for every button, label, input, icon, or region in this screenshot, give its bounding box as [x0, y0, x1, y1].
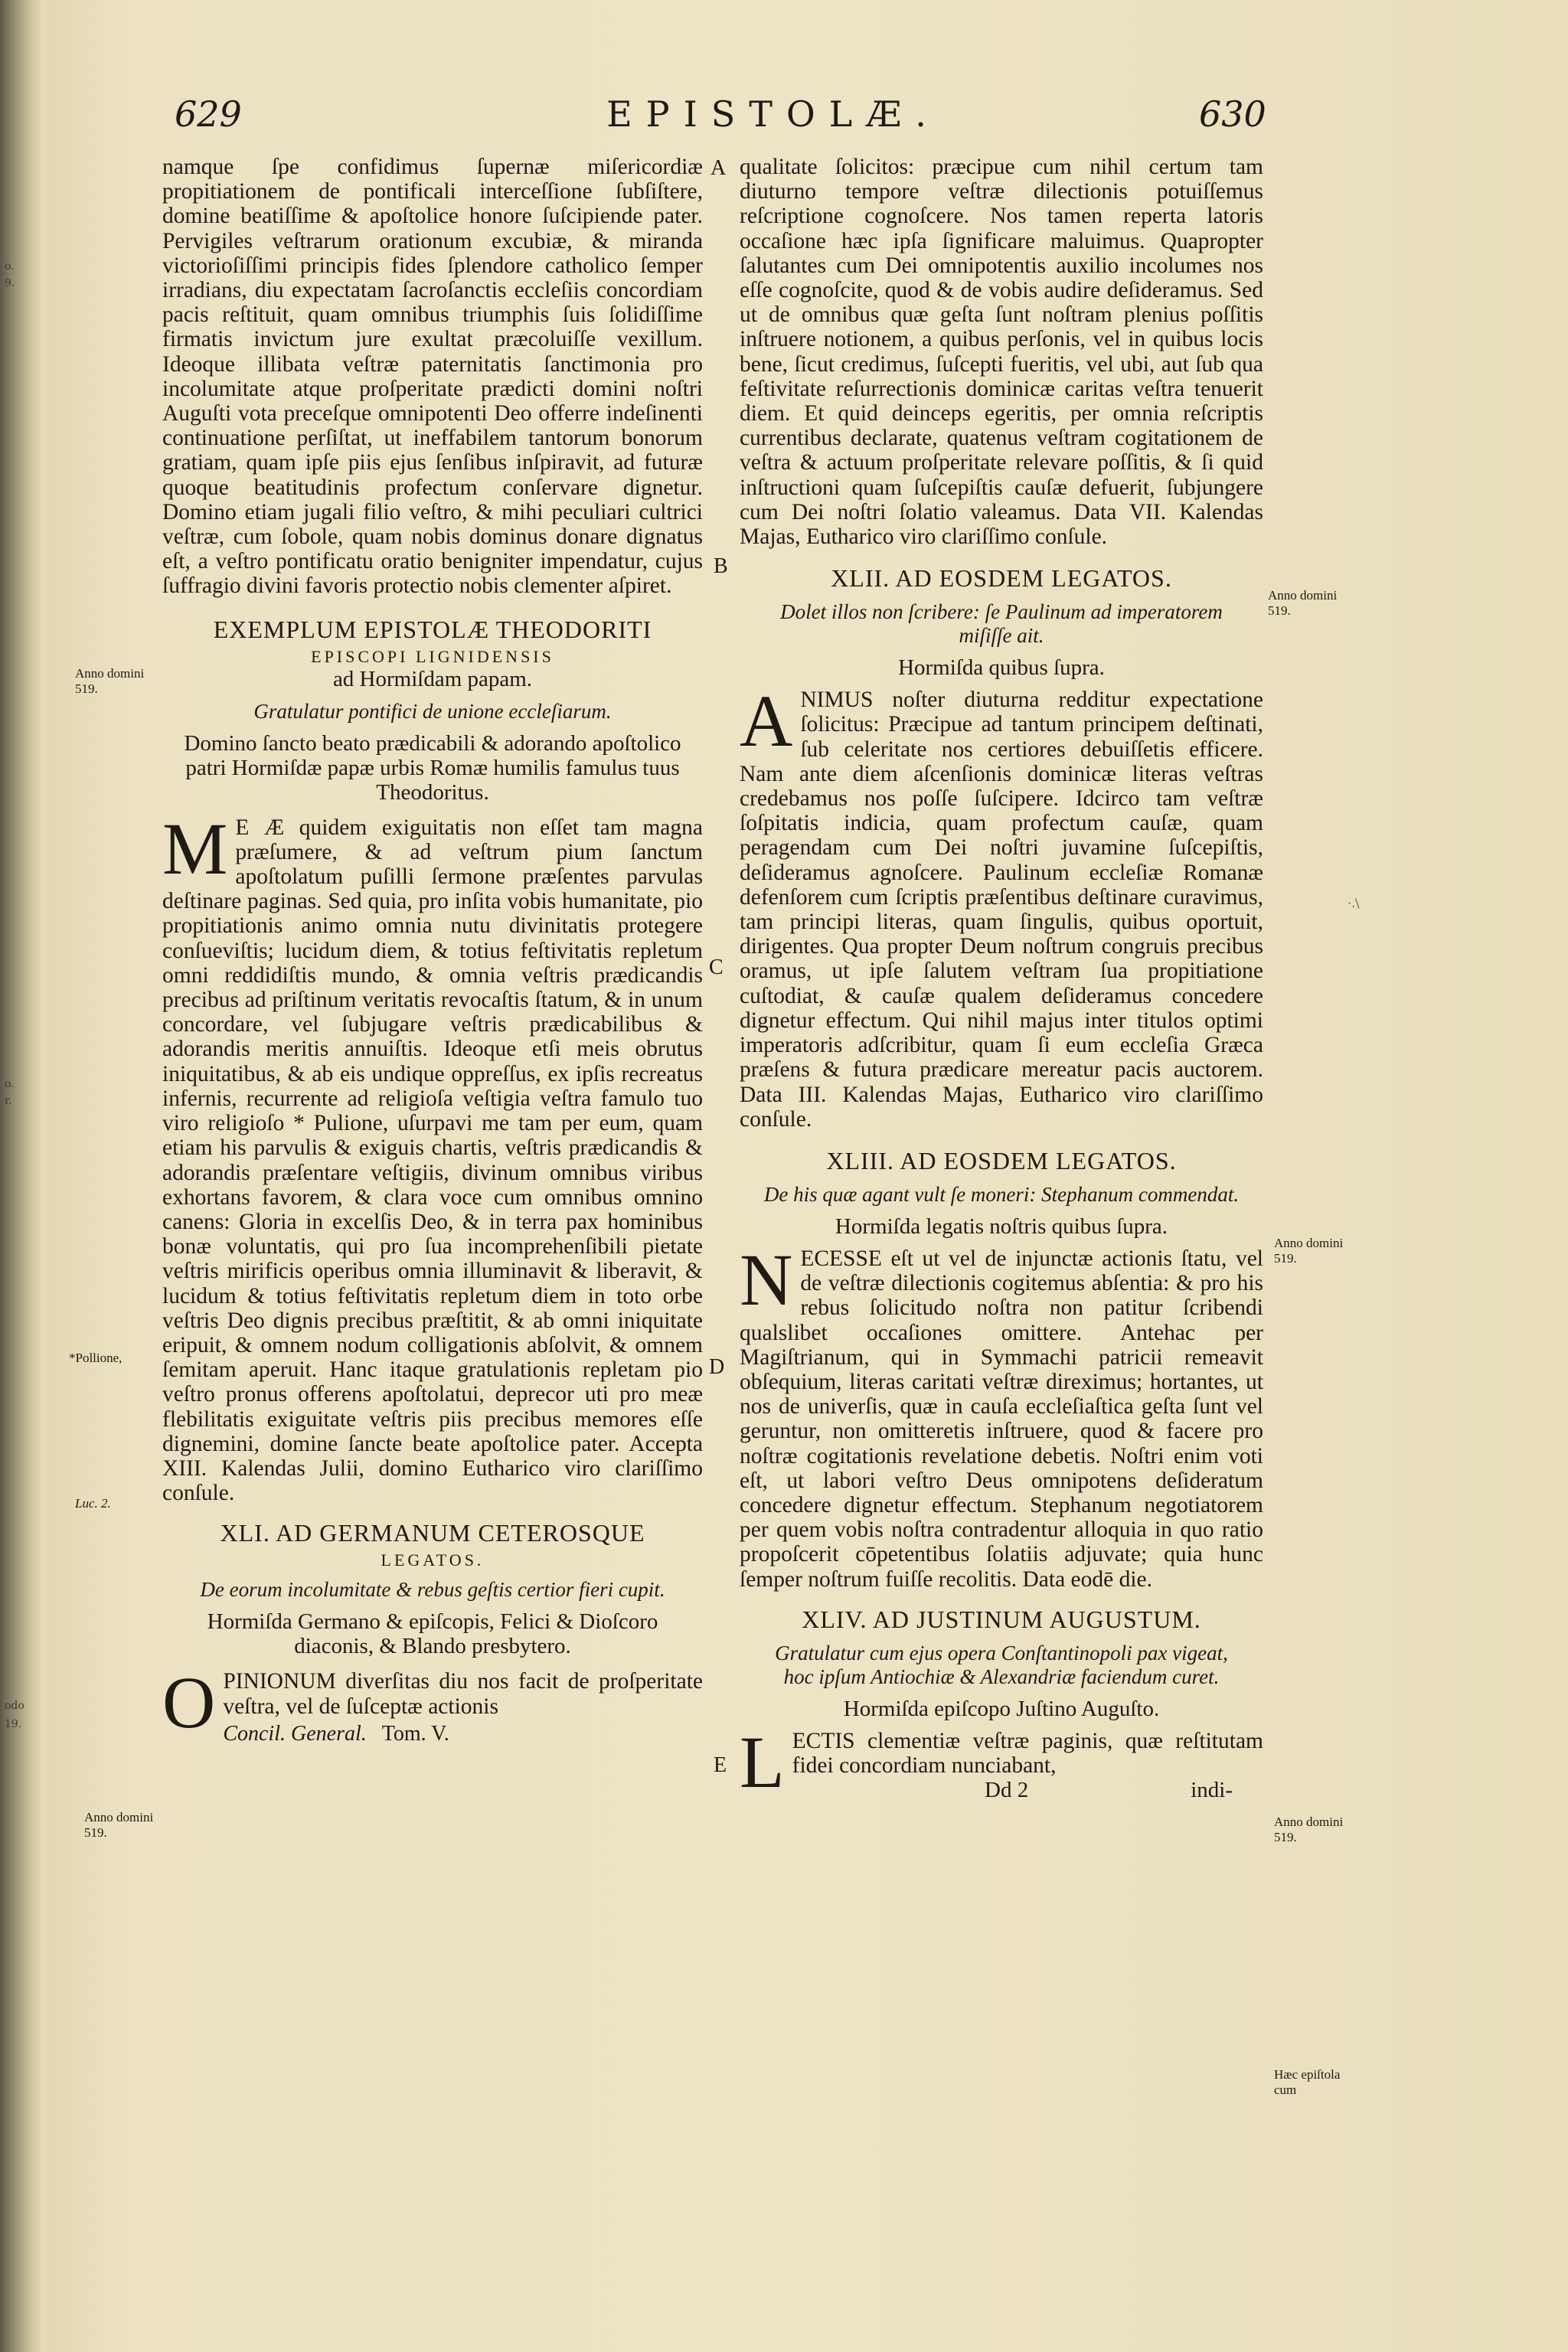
drop-cap: N: [740, 1238, 793, 1321]
margin-note: Anno domini 519.: [84, 1810, 154, 1840]
signature-mark: Dd 2: [985, 1778, 1029, 1803]
margin-note: Anno domini 519.: [1268, 588, 1338, 618]
page-foot: [740, 1778, 1263, 1804]
epistle-heading: XLII. AD EOSDEM LEGATOS.: [831, 564, 1172, 593]
paragraph-text: NIMUS noſter diuturna redditur expectatione ſolicitus: Præcipue ad tantum principem deſtinati, ſub celeritate nos certiores debuiſſetis efficere. Nam ante diem aſcenſionis dominicæ literas veſtras credebamus nos poſſe ſuſcipere. Idcirco tam veſtræ ſoſpitatis indicia, quam profectum cauſæ, quam peragendam cum Dei noſtri juvamine ſuſcepiſtis, deſideramus agnoſcere. Paulinum eccleſiæ Romanæ defenſorem cum ſcriptis præſentibus deſtinare curavimus, tam principi literas, quam ſingulis, quibus oportuit, dirigentes. Qua propter Deum noſtrum congruis precibus oramus, ut ipſe ſalutem veſtram ſua propitiatione cuſtodiat, & cauſæ qualem deſideramus concedere dignetur effectum. Qui nihil majus inter titulos optimi imperatoris adſcribitur, quam ſi eum eccleſia Græca præſens & futura prædicare mereatur pacis auctorem. Data III. Kalendas Majas, Eutharico viro clariſſimo conſule.: [740, 688, 1263, 1132]
epistle-salutation: Hormiſda epiſcopo Juſtino Auguſto.: [843, 1696, 1160, 1721]
drop-cap: O: [162, 1661, 216, 1744]
epistle-salutation: Hormiſda Germano & epiſcopis, Felici & Dioſcoro diaconis, & Blando presbytero.: [207, 1609, 658, 1659]
epistle-salutation: Hormiſda legatis noſtris quibus ſupra.: [835, 1214, 1168, 1239]
epistle-subheading: LEGATOS.: [381, 1550, 485, 1570]
catchword: indi-: [1191, 1778, 1233, 1803]
paragraph: namque ſpe confidimus ſupernæ miſericordiæ propitiationem de pontificali interceſſione ſubſiſtere, domine beatiſſime & apoſtolice honore ſuſcipiende pater. Pervigiles veſtrarum orationum excubiæ, & miranda victorioſiſſimi principis fides ſplendore catholico ſemper irradians, diu expectatam ſacroſanctis eccleſiis concordiam pacis reſtituit, quam omnibus triumphis ſuis ſolidiſſime firmatis invictum jure exultat præcoluiſſe vexillum. Ideoque illibata veſtræ paternitatis ſanctimonia pro incolumitate atque proſperitate prædicti domini noſtri Auguſti vota preceſque omnipotenti Deo offerre indeſinenti continuatione perſiſtat, ut ineffabilem tantorum bonorum gratiam, quam ipſe piis ejus ſenſibus inſpiravit, ad futuræ quoque beatitudinis profectum conſervare dignetur. Domino etiam jugali filio veſtro, & mihi peculiari cultrici veſtræ, cum ſobole, quam nobis dominus donare dignatus eſt, a veſtro pontificatu oratio benigniter impendatur, cujus ſuffragio divini favoris protectio nobis clementer aſpiret.: [162, 155, 703, 599]
page-number-left: 629: [175, 93, 242, 135]
right-column: [740, 155, 1263, 1804]
running-title: EPISTOLÆ.: [606, 93, 940, 135]
paragraph-text: E Æ quidem exiguitatis non eſſet tam magna præſumere, & ad veſtrum pium ſanctum apoſtolatum puſilli ſermone præſentes parvulas deſtinare paginas. Sed quia, pro inſita vobis humanitate, pio propitiationis animo omnia nutu divinitatis protegere conſueviſtis; lucidum diem, & totius feſtivitatis repletum omni reddidiſtis mundo, & omnia veſtris prædicandis precibus ad priſtinum veritatis revocaſtis ſtatum, & in unum concordare, vel ſubjugare veſtris prædicabilibus & adorandis meritis annuiſtis. Ideoque etſi meis obrutus iniquitatibus, & ab eis undique oppreſſus, ex ipſis recreatus infernis, recurrente ad religioſa veſtigia veſtra famulo tuo viro religioſo * Pulione, uſurpavi me tam per eum, quam etiam his parvulis & exiguis chartis, veſtris prædicandis & adorandis præſentare veſtigiis, divinum omnibus viribus exhortans favorem, & clara voce cum omnibus omnino canens: Gloria in excelſis Deo, & in terra pax hominibus bonæ voluntatis, qui pro ſua incomprehenſibili pietate veſtris mirificis operibus omnia illuminavit & liberavit, & lucidum & totius feſtivitatis repletum diem in toto orbe veſtris Deo dignis precibus præſtitit, & ab omni iniquitate eripuit, & omnem nodum colligationis abſolvit, & omnem ſemitam aperuit. Hanc itaque gratulationis repletam pio veſtro pronus offerens apoſtolatui, deprecor uti pro meæ flebilitatis exiguitate veſtris piis precibus memores eſſe dignemini, domine ſancte beate apoſtolice pater. Accepta XIII. Kalendas Julii, domino Eutharico viro clariſſimo conſule.: [162, 815, 703, 1506]
drop-cap: A: [740, 680, 793, 763]
epistle-address: ad Hormiſdam papam.: [332, 666, 533, 691]
epistle-salutation: Domino ſancto beato prædicabili & adorando apoſtolico patri Hormiſdæ papæ urbis Romæ humilis famulus tuus Theodoritus.: [184, 730, 681, 805]
epistle-summary: Gratulatur pontifici de unione eccleſiarum.: [253, 699, 612, 723]
edge-fragment: 9.: [5, 277, 15, 289]
paragraph: [162, 807, 703, 1506]
footer-volume: Tom. V.: [381, 1721, 449, 1746]
epistle-heading: EXEMPLUM EPISTOLÆ THEODORITI: [213, 615, 652, 643]
paragraph-text: ECESSE eſt ut vel de injunctæ actionis ſtatu, vel de veſtræ dilectionis cogitemus abſentia: & pro his rebus ſolicitudo noſtra non patitur ſcribendi qualslibet occaſiones omittere. Antehac per Magiſtrianum, qui in Symmachi patricii remeavit obſequium, literas caritati veſtræ direximus; hortantes, ut nos de univerſis, quæ in cauſa eccleſiaſtica geſta ſunt vel geruntur, non omitteretis inſtruere, quod & facere pro noſtræ cogitationis revelatione debetis. Noſtri enim voti eſt, ut labori veſtro Deus omnipotens deſideratum concedere dignetur effectum. Stephanum negotiatorem per quem vobis noſtra contradentur alloquia in quo ratio propoſcerit cōpetentibus ſolatiis adjuvate; quia hunc ſemper noſtrum fuiſſe recolitis. Data eodē die.: [740, 1246, 1263, 1592]
epistle-subheading: EPISCOPI LIGNIDENSIS: [311, 646, 554, 666]
left-column: [162, 155, 703, 1746]
paragraph-text: PINIONUM diverſitas diu nos facit de proſperitate veſtra, vel de ſuſceptæ actionis: [223, 1669, 703, 1719]
section-letter-e: E: [714, 1753, 727, 1777]
paragraph: [740, 680, 1263, 1132]
margin-note: Anno domini 519.: [75, 666, 145, 696]
drop-cap: L: [740, 1720, 785, 1803]
footer-concil: Concil. General.: [223, 1721, 367, 1746]
epistle-heading: XLI. AD GERMANUM CETEROSQUE: [220, 1519, 645, 1547]
epistle-salutation: Hormiſda quibus ſupra.: [898, 655, 1105, 681]
epistle-summary: Gratulatur cum ejus opera Conſtantinopoli pax vigeat, hoc ipſum Antiochiæ & Alexandriæ faciendum curet.: [775, 1641, 1228, 1688]
edge-fragment: r.: [5, 1095, 12, 1107]
margin-note: Anno domini 519.: [1274, 1815, 1344, 1844]
drop-cap: M: [162, 807, 228, 890]
paragraph-text: ECTIS clementiæ veſtræ paginis, quæ reſtitutam fidei concordiam nunciabant,: [792, 1728, 1263, 1778]
epistle-summary: De his quæ agant vult ſe moneri: Stephanum commendat.: [763, 1182, 1240, 1206]
section-letter-b: B: [714, 554, 728, 578]
epistle-heading: XLIII. AD EOSDEM LEGATOS.: [826, 1146, 1177, 1174]
paragraph: qualitate ſolicitos: præcipue cum nihil certum tam diuturno tempore veſtræ dilectionis potuiſſemus reſcriptione cognoſcere. Nos tamen reperta latoris occaſione hæc ipſa ſignificare maluimus. Quapropter ſalutantes cum Dei omnipotentis auxilio incolumes nos eſſe cognoſcite, quod & de vobis audire deſideramus. Sed ut de omnibus quæ geſta ſunt noſtram plenius poſſitis inſtruere notionem, a quibus perſonis, vel in quibus locis bene, ſicut credimus, ſuſcepti fueritis, vel ubi, aut ſub qua feſtivitate reſurrectionis dominicæ caritas veſtra tenuerit diem. Et quid deinceps egeritis, per omnia reſcriptis currentibus declarate, quatenus veſtram cogitationem de veſtra & actuum proſperitate relevare poſſitis, & ſi quid inſtructioni quam ſuſcepiſtis cauſæ defuerit, ſubjungere cum Dei noſtri ſolatio valeamus. Data VII. Kalendas Majas, Eutharico viro clariſſimo conſule.: [740, 155, 1263, 550]
edge-fragment: 19.: [5, 1718, 22, 1730]
edge-fragment: odo: [5, 1700, 24, 1712]
margin-note: Anno domini 519.: [1274, 1236, 1344, 1266]
paragraph: [740, 1238, 1263, 1592]
margin-note: *Pollione,: [69, 1351, 122, 1365]
epistle-summary: Dolet illos non ſcribere: ſe Paulinum ad imperatorem miſiſſe ait.: [780, 600, 1223, 648]
section-letter-d: D: [709, 1355, 725, 1379]
ink-blemish: ·.\: [1348, 896, 1360, 910]
page-number-right: 630: [1199, 93, 1266, 135]
edge-fragment: o.: [5, 1078, 15, 1090]
section-letter-a: A: [710, 156, 727, 180]
edge-fragment: o.: [5, 260, 15, 273]
margin-note: Hæc epiſtola cum: [1274, 2067, 1341, 2097]
binding-gutter: [0, 0, 44, 2352]
section-letter-c: C: [709, 956, 724, 979]
footer-reference: [162, 1722, 703, 1746]
margin-note: Luc. 2.: [75, 1496, 111, 1511]
epistle-summary: De eorum incolumitate & rebus geſtis certior fieri cupit.: [200, 1578, 665, 1602]
epistle-heading: XLIV. AD JUSTINUM AUGUSTUM.: [802, 1605, 1201, 1633]
